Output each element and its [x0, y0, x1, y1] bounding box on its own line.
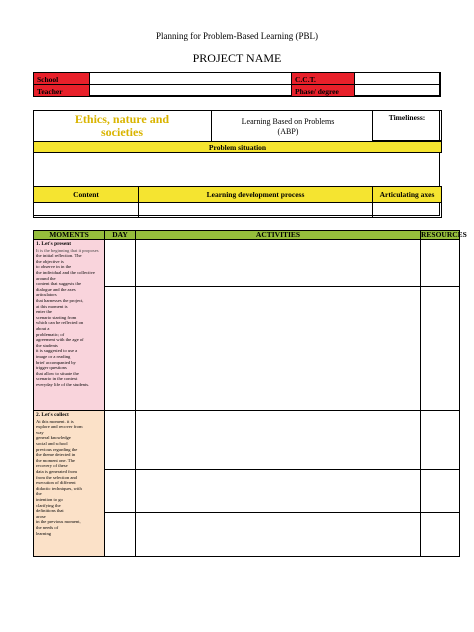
lets-present-line: which can be reflected on: [36, 320, 84, 326]
resources-cell[interactable]: [420, 239, 460, 287]
activities-cell[interactable]: [135, 410, 421, 470]
timeliness-label: Timeliness:: [388, 113, 426, 122]
cct-label: C.C.T.: [291, 72, 355, 85]
lets-present-title: 1. Let's present: [36, 241, 72, 247]
activities-cell[interactable]: [135, 512, 421, 557]
lets-collect-line: At this moment. it is: [36, 418, 74, 424]
problem-situation-field[interactable]: [34, 152, 441, 186]
resources-cell[interactable]: [420, 286, 460, 411]
lets-collect-line: the moment one. The: [36, 457, 75, 463]
teacher-field[interactable]: [89, 84, 292, 97]
activities-cell[interactable]: [135, 286, 421, 411]
lets-present-line: problematic; of: [36, 331, 65, 337]
day-cell[interactable]: [104, 469, 136, 513]
lets-collect-line: from the selection and: [36, 474, 77, 480]
lets-present-line: content that suggests the: [36, 281, 82, 287]
lets-present-line: the objective is: [36, 258, 64, 264]
day-cell[interactable]: [104, 410, 136, 470]
process-field[interactable]: [138, 202, 373, 218]
lets-collect-line: social and school: [36, 441, 68, 447]
activities-cell[interactable]: [135, 239, 421, 287]
activities-cell[interactable]: [135, 469, 421, 513]
lets-collect-line: execution of different: [36, 480, 76, 486]
subject-title: Ethics, nature and societies: [74, 112, 170, 139]
lets-collect-line: in the previous moment,: [36, 519, 81, 525]
lets-present-first-line: It is the beginning that it proposes: [36, 247, 99, 253]
lets-collect-line: data is generated from: [36, 469, 77, 475]
lets-present-line: the initial reflection. The: [36, 253, 82, 259]
process-header: Learning development process: [138, 186, 373, 203]
planning-title: Planning for Problem-Based Learning (PBL): [156, 31, 318, 41]
resources-header: RESOURCES: [421, 230, 467, 239]
lets-present-line: that allow to situate the: [36, 370, 79, 376]
lets-present-line: it is suggested to use a: [36, 348, 78, 354]
axes-field[interactable]: [372, 202, 442, 218]
lets-present-line: brief accompanied by: [36, 359, 76, 365]
lets-collect-line: learning: [36, 530, 52, 536]
lets-present-line: at this moment is: [36, 303, 68, 309]
lets-present-line: articulators: [36, 292, 57, 298]
lets-present-line: image or a reading: [36, 353, 71, 359]
lets-collect-line: didactic techniques, with: [36, 485, 82, 491]
school-label: School: [33, 72, 90, 85]
activities-header: ACTIVITIES: [135, 230, 421, 240]
lets-collect-line: recovery of these: [36, 463, 68, 469]
day-header: DAY: [104, 230, 136, 240]
lets-collect-line: the theme detected in: [36, 452, 76, 458]
lets-collect-line: intention to go: [36, 497, 63, 503]
lets-present-line: dialogue and the axes: [36, 286, 76, 292]
lets-collect-line: way: [36, 429, 44, 435]
lets-present-line: around the: [36, 275, 56, 281]
lets-present-line: about a: [36, 326, 50, 332]
lets-collect-cell: [33, 410, 105, 557]
lets-present-line: to observe in in the: [36, 264, 72, 270]
lets-present-text: [36, 253, 102, 387]
teacher-label: Teacher: [33, 84, 90, 97]
lets-present-line: everyday life of the students.: [36, 381, 90, 387]
lets-collect-line: explore and recover from: [36, 424, 83, 430]
content-field[interactable]: [33, 202, 139, 218]
phase-field[interactable]: [354, 84, 441, 97]
learning-based-text: Learning Based on Problems (ABP): [241, 117, 335, 136]
lets-present-line: that harnesses the project,: [36, 298, 84, 304]
lets-present-line: scenario in the context: [36, 376, 78, 382]
lets-collect-line: previous regarding the: [36, 446, 78, 452]
resources-cell[interactable]: [420, 469, 460, 513]
lets-present-line: scenario starting from: [36, 314, 77, 320]
info-table: [33, 72, 440, 96]
resources-cell[interactable]: [420, 512, 460, 557]
lets-collect-line: general knowledge: [36, 435, 71, 441]
day-cell[interactable]: [104, 286, 136, 411]
lets-present-line: trigger questions: [36, 365, 67, 371]
moments-header: MOMENTS: [33, 230, 105, 240]
lets-present-line: the students: [36, 342, 58, 348]
lets-collect-title: 2. Let's collect: [36, 412, 69, 418]
subject-divider: [211, 110, 212, 141]
subject-block: [33, 110, 440, 216]
problem-situation-header: Problem situation: [33, 141, 442, 153]
lets-collect-text: [36, 419, 102, 536]
axes-header: Articulating axes: [372, 186, 442, 203]
lets-collect-line: clarifying the: [36, 502, 61, 508]
phase-label: Phase/ degree: [291, 84, 355, 97]
content-header: Content: [33, 186, 139, 203]
lets-collect-line: arose: [36, 513, 46, 519]
lets-collect-line: the needs of: [36, 524, 59, 530]
lets-present-cell: [33, 239, 105, 411]
lets-present-line: enter the: [36, 309, 52, 315]
lets-collect-line: definitions that: [36, 508, 64, 514]
day-cell[interactable]: [104, 239, 136, 287]
lets-present-line: agreement with the age of: [36, 337, 84, 343]
lets-present-line: the individual and the collective: [36, 270, 95, 276]
day-cell[interactable]: [104, 512, 136, 557]
lets-collect-line: the: [36, 491, 42, 497]
resources-cell[interactable]: [420, 410, 460, 470]
project-name: PROJECT NAME: [192, 51, 282, 65]
moments-table: [33, 230, 467, 557]
